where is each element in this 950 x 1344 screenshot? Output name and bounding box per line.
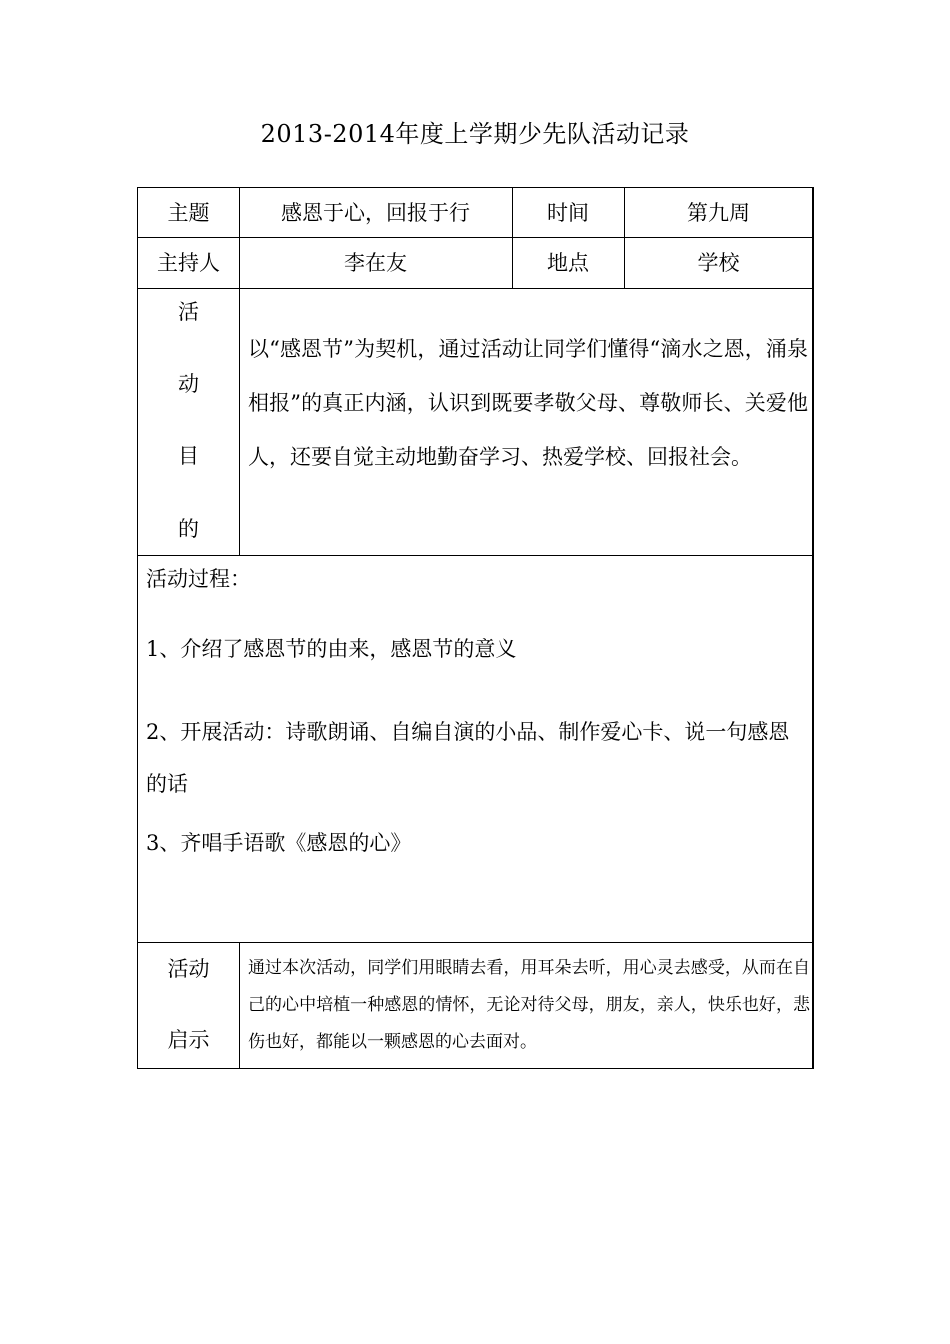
purpose-label-char: 动 bbox=[178, 372, 199, 396]
process-heading: 活动过程： bbox=[146, 567, 251, 591]
time-label: 时间 bbox=[547, 201, 589, 225]
column-divider bbox=[239, 942, 240, 1068]
process-item: 1、介绍了感恩节的由来，感恩节的意义 bbox=[146, 637, 517, 661]
purpose-label-char: 目 bbox=[178, 444, 199, 468]
topic-value: 感恩于心，回报于行 bbox=[281, 201, 470, 225]
location-label: 地点 bbox=[547, 251, 589, 275]
page-title: 2013-2014年度上学期少先队活动记录 bbox=[260, 120, 690, 148]
host-label: 主持人 bbox=[157, 251, 220, 275]
insight-label-line: 启示 bbox=[167, 1028, 210, 1052]
activity-record-table bbox=[137, 187, 814, 1069]
host-value: 李在友 bbox=[344, 251, 407, 275]
purpose-label-char: 活 bbox=[178, 300, 199, 324]
process-item: 3、齐唱手语歌《感恩的心》 bbox=[146, 831, 412, 855]
purpose-label-char: 的 bbox=[178, 517, 199, 541]
topic-label: 主题 bbox=[167, 201, 210, 225]
insight-label-line: 活动 bbox=[167, 957, 210, 981]
purpose-text: 以“感恩节”为契机，通过活动让同学们懂得“滴水之恩，涌泉相报”的真正内涵，认识到既要孝敬父母、尊敬师长、关爱他人，还要自觉主动地勤奋学习、热爱学校、回报社会。 bbox=[248, 337, 808, 469]
insight-text: 通过本次活动，同学们用眼睛去看，用耳朵去听，用心灵去感受，从而在自己的心中培植一种感恩的情怀，无论对待父母，朋友，亲人，快乐也好，悲伤也好，都能以一颗感恩的心去面对。 bbox=[248, 958, 810, 1052]
row-divider bbox=[138, 555, 812, 556]
location-value: 学校 bbox=[697, 251, 740, 275]
process-item: 2、开展活动：诗歌朗诵、自编自演的小品、制作爱心卡、说一句感恩的话 bbox=[146, 720, 790, 796]
time-value: 第九周 bbox=[687, 201, 750, 225]
